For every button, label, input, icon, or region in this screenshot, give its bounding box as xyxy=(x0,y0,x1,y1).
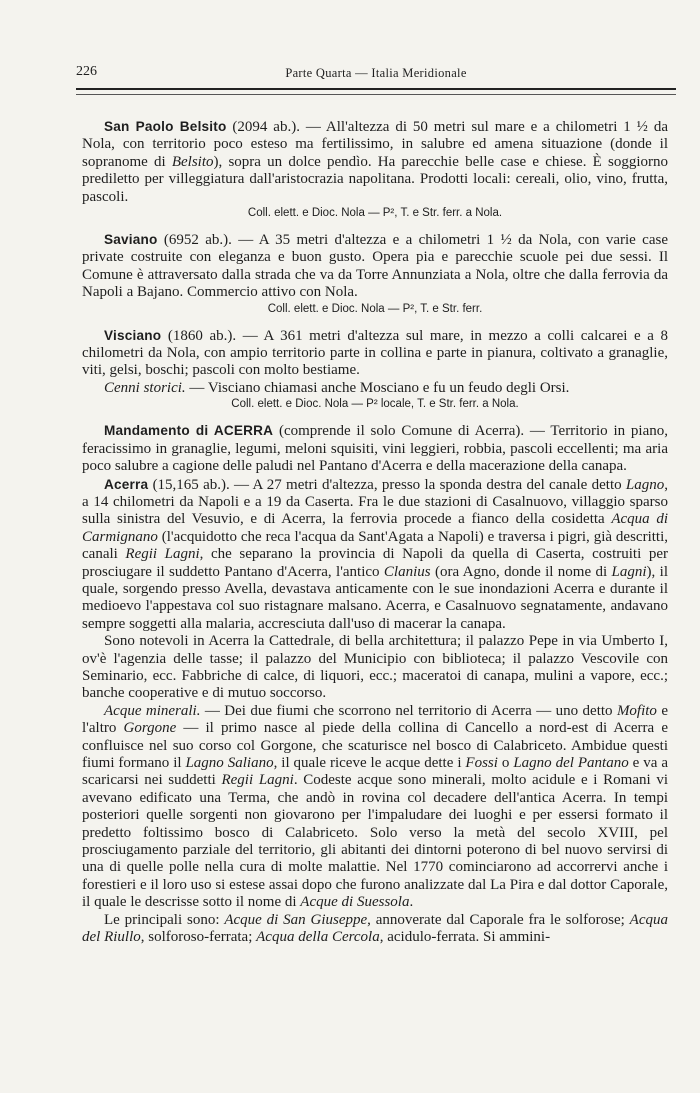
paragraph-principal-waters xyxy=(82,912,668,947)
page-number: 226 xyxy=(76,64,97,79)
entry-heading: Saviano xyxy=(104,232,158,248)
historical-notes xyxy=(82,380,668,397)
entry-text: e l'altro xyxy=(82,702,668,737)
entry-italic: Regii Lagni xyxy=(125,546,200,563)
entry-italic: Lagno xyxy=(625,476,665,493)
paragraph-mineral-waters xyxy=(82,703,668,912)
entry-san-paolo-belsito xyxy=(82,118,668,206)
entry-italic: Lagno Saliano xyxy=(185,755,274,771)
entry-italic: Acqua della Cercola xyxy=(256,929,380,946)
entry-italic: Acque di Suessola xyxy=(300,894,410,911)
entry-italic: Acqua di Carmignano xyxy=(82,511,669,545)
entry-heading: Visciano xyxy=(104,327,162,343)
entry-text: e va a scaricarsi nei suddetti xyxy=(82,755,668,789)
entry-text: o xyxy=(497,755,514,771)
entry-text: (6952 ab.). — A 35 metri d'altezza e a chilometri 1 ½ da Nola, con varie case private costruite con eleganza e buon gusto. Opera pia e parecchie scuole pei due sessi. Il Comune è attraversato dalla strada che va da Torre Annunziata a Nola, oltre che dalla ferrovia da Napoli a Bajano. Commercio attivo con Nola. xyxy=(82,232,668,301)
header-rule-thin xyxy=(76,94,676,95)
entry-italic: Lagni xyxy=(611,563,647,580)
source-note: Coll. elett. e Dioc. Nola — P² locale, T. e Str. ferr. a Nola. xyxy=(231,398,519,411)
entry-italic: Acque di San Giuseppe xyxy=(224,911,368,928)
entry-text: (comprende il solo Comune di Acerra). — Territorio in piano, feracissimo in granaglie, legumi, meloni squisiti, vini leggieri, robbia, pascoli eccellenti; ma aria poco salubre a cagione delle paludi nel Pantano d'Acerra e della macerazione della canapa. xyxy=(82,423,668,475)
entry-text: . Codeste acque sono minerali, molto acidule e i Romani vi avevano edificato una Terma, che andò in rovina col decadere dell'antica Acerra. In tempi posteriori quelle sorgenti non giovarono per l'impaludare dei luoghi e per essersi formato il predetto foltissimo bosco di Calabriceto. Solo verso la metà del secolo XVIII, pel prosciugamento parziale del territorio, gli abitanti dei dintorni poterono di bel nuovo servirsi di una di quelle polle nella cura di molte malattie. Nel 1770 cominciarono ad accorrervi anche i forestieri e il loro uso si estese assai dopo che furono analizzate dal La Pira e dal dottor Caporale, il quale le descrisse sotto il nome di xyxy=(82,772,668,911)
entry-text: , acidulo-ferrata. Si ammini- xyxy=(379,929,551,946)
entry-text: (15,165 ab.). — A 27 metri d'altezza, presso la sponda destra del canale detto xyxy=(148,476,626,493)
entry-heading: San Paolo Belsito xyxy=(104,119,227,134)
entry-text: ), sopra un dolce pendìo. Ha parecchie belle case e chiese. È soggiorno prediletto per villeggiatura dall'aristocrazia napolitana. Prodotti locali: cereali, olio, vino, frutta, pascoli. xyxy=(82,153,668,205)
running-header xyxy=(76,64,676,86)
running-title: Parte Quarta — Italia Meridionale xyxy=(285,66,467,80)
entry-italic: Regii Lagni xyxy=(221,772,294,789)
entry-text: , a 14 chilometri da Napoli e a 19 da Caserta. Fra le due stazioni di Casalnuovo, villaggio sparso sulla sinistra del Vesuvio, e di Acerra, la ferrovia procede a fianco della cosidetta xyxy=(82,476,668,528)
entry-text: — Visciano chiamasi anche Mosciano e fu un feudo degli Orsi. xyxy=(185,379,570,396)
entry-text: — Dei due fiumi che scorrono nel territorio di Acerra — uno detto xyxy=(200,702,617,719)
entry-text: Le principali sono: xyxy=(104,911,225,928)
entry-text: . xyxy=(409,894,414,911)
entry-text: , annoverate dal Caporale fra le solforose; xyxy=(367,911,630,928)
entry-text: — il primo nasce al piede della collina di Cancello a nord-est di Acerra e confluisce nel suo corso col Gorgone, che scaturisce nel bosco di Calabriceto. Ambidue questi fiumi formano il xyxy=(82,720,668,771)
entry-italic: Cenni storici. xyxy=(104,379,186,396)
source-note: Coll. elett. e Dioc. Nola — P², T. e Str. ferr. a Nola. xyxy=(247,207,503,220)
entry-text: , che separano la provincia di Napoli da quella di Caserta, costruiti per prosciugare il suddetto Pantano d'Acerra, l'antico xyxy=(82,546,668,580)
entry-text: (1860 ab.). — A 361 metri d'altezza sul mare, in mezzo a colli calcarei e a 8 chilometri da Nola, con ampio territorio parte in collina e parte in pianura, coltivato a granaglie, viti, gelsi, boschi; pascoli con molto bestiame. xyxy=(82,327,668,379)
entry-italic: Fossi xyxy=(465,755,498,771)
entry-text: (l'acquidotto che reca l'acqua da Sant'Agata a Napoli) e traversa i pigri, già descritti, canali xyxy=(82,528,668,563)
entry-heading: Acerra xyxy=(104,476,149,492)
entry-italic: Clanius xyxy=(383,563,431,580)
entry-text: (ora Agno, donde il nome di xyxy=(430,563,612,580)
source-note: Coll. elett. e Dioc. Nola — P², T. e Str. ferr. xyxy=(267,302,483,315)
entry-text: (2094 ab.). — All'altezza di 50 metri sul mare e a chilometri 1 ½ da Nola, con territorio poco esteso ma fertilissimo, in salubre ed amena situazione (donde il sopranome di xyxy=(82,119,668,170)
entry-acerra xyxy=(82,476,668,634)
entry-text: , il quale riceve le acque dette i xyxy=(273,755,466,771)
body-text xyxy=(82,118,668,946)
entry-italic: Belsito xyxy=(171,153,214,170)
entry-italic: Acque minerali. xyxy=(104,702,201,719)
entry-saviano xyxy=(82,231,668,302)
entry-heading: Mandamento di ACERRA xyxy=(104,423,274,439)
entry-italic: Gorgone xyxy=(123,720,177,737)
entry-italic: Acqua del Riullo xyxy=(82,911,668,946)
entry-visciano xyxy=(82,327,668,380)
entry-italic: Mofito xyxy=(616,702,657,719)
entry-text: ), il quale, sorgendo presso Avella, devastava anticamente con le sue inondazioni Acerra e durante il medioevo l'appestava col suo ristagnare malsano. Acerra, e Casalnuovo segnatamente, andavano sempre soggetti alla malaria, accresciuta dall'uso di macerar la canapa. xyxy=(82,563,668,632)
header-rule xyxy=(76,88,676,90)
paragraph-notable-buildings: Sono notevoli in Acerra la Cattedrale, di bella architettura; il palazzo Pepe in via Umberto I, ov'è l'agenzia delle tasse; il palazzo del Municipio con biblioteca; il palazzo Vescovile con Seminario, ecc. Fabbriche di calce, di liquori, ecc.; maceratoi di canapa, mulini a vapore, ecc.; banche cooperative e di mutuo soccorso. xyxy=(82,633,668,702)
entry-text: , solforoso-ferrata; xyxy=(140,929,257,946)
mandamento-acerra xyxy=(82,422,668,475)
entry-italic: Lagno del Pantano xyxy=(513,755,629,771)
